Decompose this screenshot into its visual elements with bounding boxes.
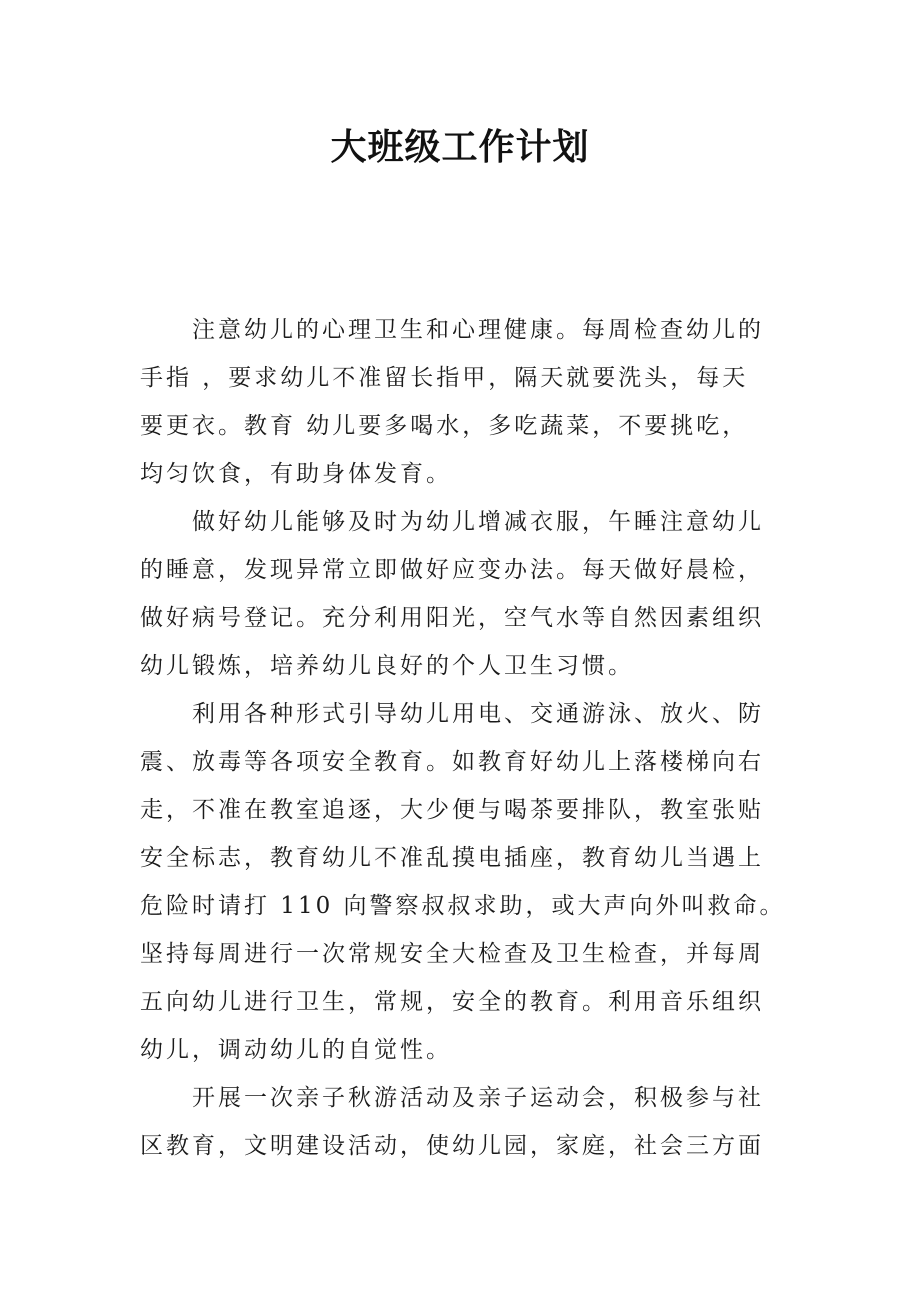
paragraph [140, 498, 790, 690]
paragraph [140, 306, 790, 498]
paragraph-line: 均匀饮食，有助身体发育。 [140, 461, 452, 487]
paragraph-line: 要更衣。教育 幼儿要多喝水，多吃蔬菜，不要挑吃， [140, 413, 749, 439]
paragraph-line: 危险时请打 110 向警察叔叔求助，或大声向外叫救命。 [140, 893, 786, 919]
paragraph-line: 做好病号登记。充分利用阳光，空气水等自然因素组织 [140, 605, 764, 631]
paragraph [140, 1074, 790, 1170]
paragraph-line: 五向幼儿进行卫生，常规，安全的教育。利用音乐组织 [140, 989, 764, 1015]
paragraph-line: 做好幼儿能够及时为幼儿增减衣服，午睡注意幼儿 [192, 509, 764, 535]
paragraph-line: 幼儿，调动幼儿的自觉性。 [140, 1037, 452, 1063]
paragraph-line: 利用各种形式引导幼儿用电、交通游泳、放火、防 [192, 701, 764, 727]
paragraph-line: 幼儿锻炼，培养幼儿良好的个人卫生习惯。 [140, 653, 634, 679]
document-body [140, 306, 790, 1170]
paragraph-line: 安全标志，教育幼儿不准乱摸电插座，教育幼儿当遇上 [140, 845, 764, 871]
paragraph-line: 注意幼儿的心理卫生和心理健康。每周检查幼儿的 [192, 317, 764, 343]
paragraph-line: 走，不准在教室追逐，大少便与喝茶要排队，教室张贴 [140, 797, 764, 823]
paragraph-line: 开展一次亲子秋游活动及亲子运动会，积极参与社 [192, 1085, 764, 1111]
paragraph-line: 区教育，文明建设活动，使幼儿园，家庭，社会三方面 [140, 1133, 764, 1159]
paragraph [140, 690, 790, 1074]
paragraph-line: 坚持每周进行一次常规安全大检查及卫生检查，并每周 [140, 941, 764, 967]
document-title: 大班级工作计划 [330, 127, 590, 168]
paragraph-line: 震、放毒等各项安全教育。如教育好幼儿上落楼梯向右 [140, 749, 764, 775]
paragraph-line: 手指 ，要求幼儿不准留长指甲，隔天就要洗头，每天 [140, 365, 749, 391]
paragraph-line: 的睡意，发现异常立即做好应变办法。每天做好晨检， [140, 557, 764, 583]
